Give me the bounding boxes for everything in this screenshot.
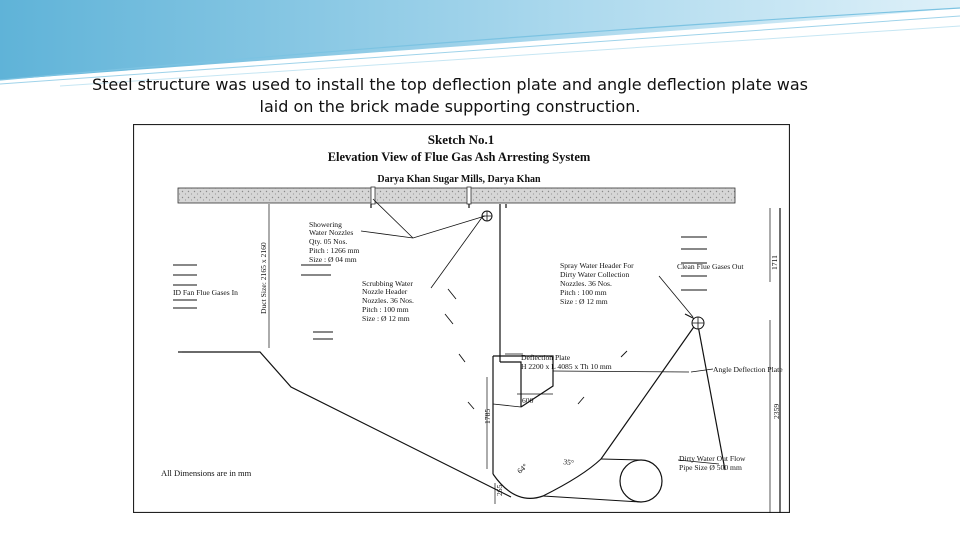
deflection-plate-label: Deflection Plate [521, 353, 571, 362]
roof-slab [178, 188, 735, 203]
pipe-size-label: Pipe Size Ø 500 mm [679, 463, 742, 472]
deflection-size-label: H 2200 x L 4085 x Th 10 mm [521, 362, 612, 371]
svg-text:Dirty Water Collection: Dirty Water Collection [560, 270, 630, 279]
dimensions-note: All Dimensions are in mm [161, 468, 252, 478]
svg-text:Spray Water Header For: Spray Water Header For [560, 261, 634, 270]
svg-text:Size : Ø 12 mm: Size : Ø 12 mm [362, 314, 410, 323]
svg-text:Pitch : 100 mm: Pitch : 100 mm [362, 305, 409, 314]
svg-text:Nozzles. 36 Nos.: Nozzles. 36 Nos. [560, 279, 612, 288]
svg-text:Showering: Showering [309, 220, 342, 229]
clean-out-label: Clean Flue Gases Out [677, 262, 744, 271]
id-fan-label: ID Fan Flue Gases In [173, 288, 238, 297]
dirty-water-pipe [620, 460, 662, 502]
svg-text:Scrubbing Water: Scrubbing Water [362, 279, 413, 288]
angle-64-label: 64° [515, 461, 530, 476]
svg-text:Pitch : 100 mm: Pitch : 100 mm [560, 288, 607, 297]
scrubbing-label [362, 279, 414, 323]
angle-plate-label: Angle Deflection Plate [713, 365, 783, 374]
svg-text:Size : Ø 04 mm: Size : Ø 04 mm [309, 255, 357, 264]
sketch-title: Sketch No.1 [427, 132, 495, 147]
slab-post-right [467, 187, 471, 204]
svg-text:Nozzle Header: Nozzle Header [362, 287, 408, 296]
svg-text:Nozzles. 36 Nos.: Nozzles. 36 Nos. [362, 296, 414, 305]
sketch-location: Darya Khan Sugar Mills, Darya Khan [377, 174, 541, 185]
slab-post-left [371, 187, 375, 204]
duct-size-label: Duct Size: 2165 x 2160 [259, 242, 268, 314]
svg-text:Qty. 05 Nos.: Qty. 05 Nos. [309, 237, 348, 246]
slide-caption [60, 74, 840, 118]
caption-line-2: laid on the brick made supporting construction. [259, 97, 641, 116]
dirty-out-label: Dirty Water Out Flow [679, 454, 746, 463]
dim-1711: 1711 [770, 255, 779, 270]
caption-line-1: Steel structure was used to install the top deflection plate and angle deflection plate was [91, 75, 808, 94]
dim-2359: 2359 [772, 403, 781, 419]
angle-35-label: 35° [562, 457, 575, 468]
elevation-sketch [133, 124, 790, 513]
svg-text:Pitch : 1266 mm: Pitch : 1266 mm [309, 246, 360, 255]
dim-600: 600 [522, 396, 534, 405]
svg-text:Size : Ø 12 mm: Size : Ø 12 mm [560, 297, 608, 306]
dim-1785: 1785 [483, 408, 492, 424]
dim-265: 265 [495, 484, 504, 496]
sketch-subtitle: Elevation View of Flue Gas Ash Arresting System [327, 150, 591, 164]
svg-text:Water Nozzles: Water Nozzles [309, 228, 354, 237]
